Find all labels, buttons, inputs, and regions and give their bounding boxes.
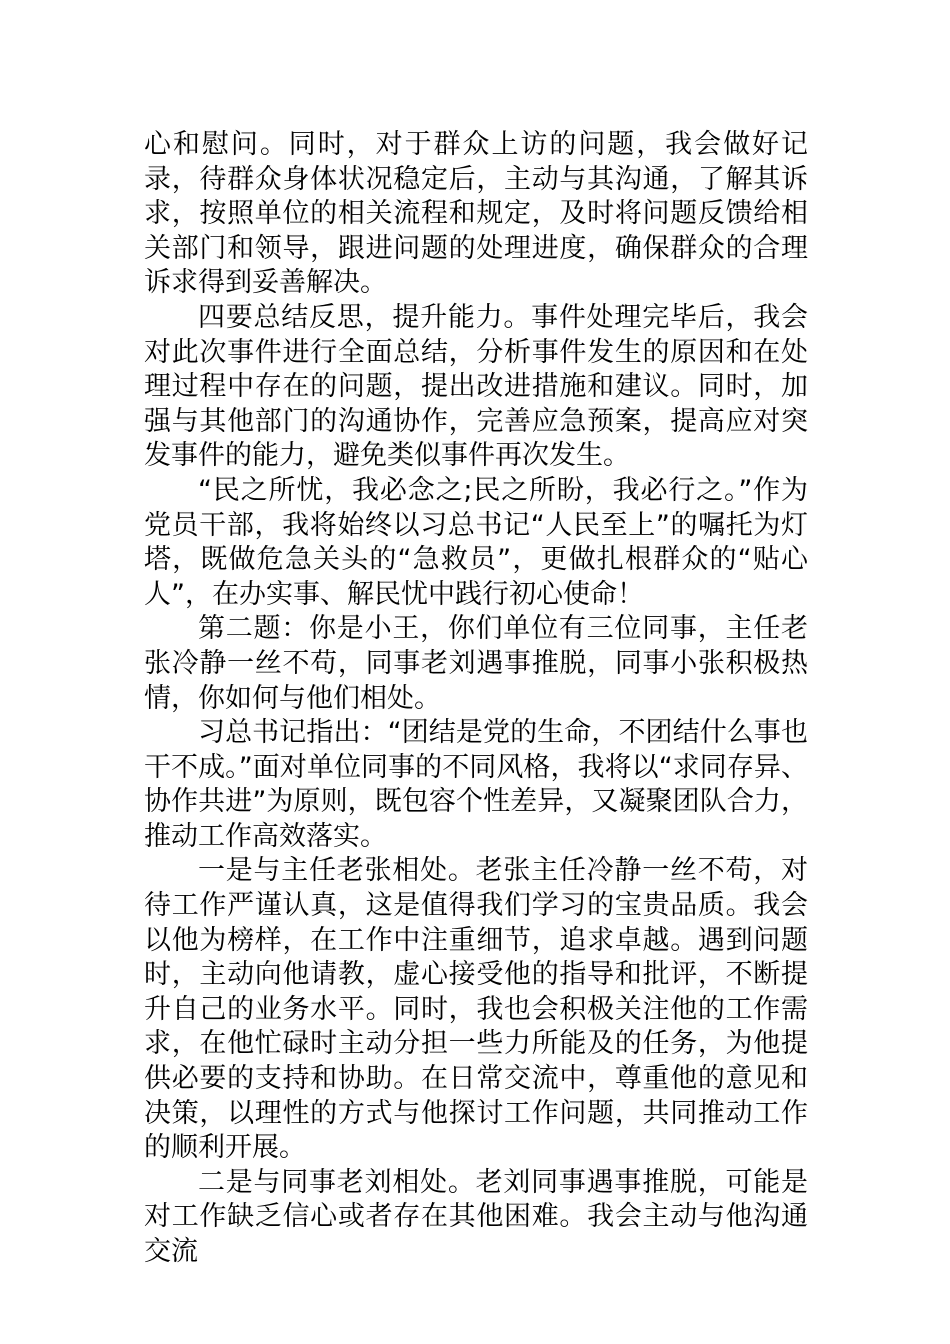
- document-body: [144, 128, 808, 1270]
- paragraph-question-two: 第二题：你是小王，你们单位有三位同事，主任老张冷静一丝不苟，同事老刘遇事推脱，同事小张积极热情，你如何与他们相处。: [144, 613, 808, 714]
- paragraph-summary-reflection: 四要总结反思，提升能力。事件处理完毕后，我会对此次事件进行全面总结，分析事件发生的原因和在处理过程中存在的问题，提出改进措施和建议。同时，加强与其他部门的沟通协作，完善应急预案，提高应对突发事件的能力，避免类似事件再次发生。: [144, 301, 808, 472]
- paragraph-unity-intro: 习总书记指出：“团结是党的生命，不团结什么事也干不成。”面对单位同事的不同风格，我将以“求同存异、协作共进”为原则，既包容个性差异，又凝聚团队合力，推动工作高效落实。: [144, 717, 808, 852]
- paragraph-continuation: 心和慰问。同时，对于群众上访的问题，我会做好记录，待群众身体状况稳定后，主动与其沟通，了解其诉求，按照单位的相关流程和规定，及时将问题反馈给相关部门和领导，跟进问题的处理进度，确保群众的合理诉求得到妥善解决。: [144, 129, 808, 299]
- paragraph-quote-conclusion: “民之所忧，我必念之;民之所盼，我必行之。”作为党员干部，我将始终以习总书记“人民至上”的嘱托为灯塔，既做危急关头的“急救员”，更做扎根群众的“贴心人”，在办实事、解民忧中践行初心使命！: [144, 474, 808, 610]
- paragraph-director-zhang: 一是与主任老张相处。老张主任冷静一丝不苟，对待工作严谨认真，这是值得我们学习的宝贵品质。我会以他为榜样，在工作中注重细节，追求卓越。遇到问题时，主动向他请教，虚心接受他的指导和批评，不断提升自己的业务水平。同时，我也会积极关注他的工作需求，在他忙碌时主动分担一些力所能及的任务，为他提供必要的支持和协助。在日常交流中，尊重他的意见和决策，以理性的方式与他探讨工作问题，共同推动工作的顺利开展。: [144, 855, 808, 1164]
- paragraph-colleague-liu: 二是与同事老刘相处。老刘同事遇事推脱，可能是对工作缺乏信心或者存在其他困难。我会主动与他沟通交流: [144, 1166, 808, 1267]
